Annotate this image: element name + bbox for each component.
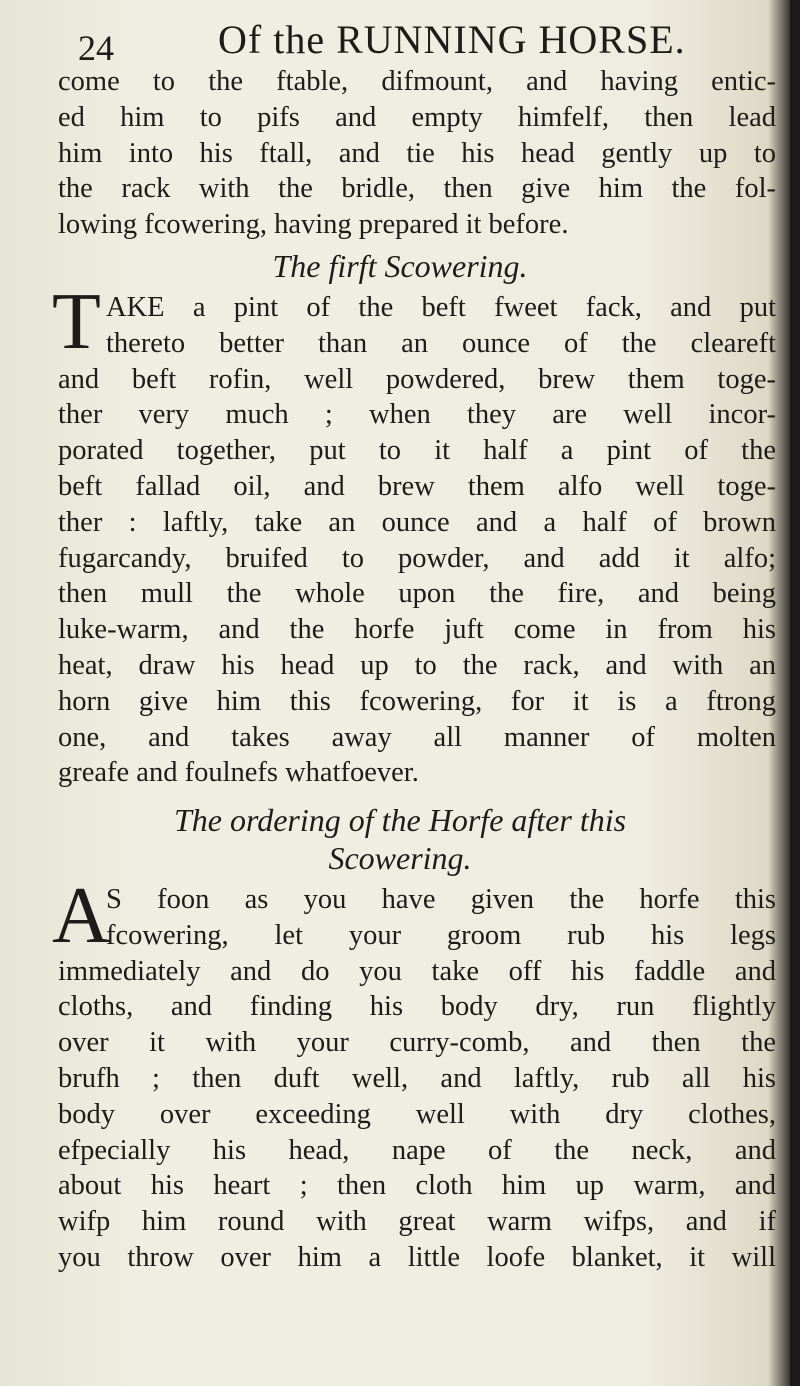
text-line: immediately and do you take off his faddle and [58,955,776,987]
text-line: cloths, and finding his body dry, run flightly [58,991,776,1023]
text-line: greafe and foulnefs whatfoever. [58,757,419,789]
text-line: brufh ; then duft well, and laftly, rub all his [58,1062,776,1094]
text-line: beft fallad oil, and brew them alfo well toge- [58,470,776,502]
text-line: come to the ftable, difmount, and having entic- [58,66,776,97]
text-line: and beft rofin, well powdered, brew them toge- [58,363,776,395]
text-line: him into his ftall, and tie his head gently up to [58,137,776,169]
text-line: lowing fcowering, having prepared it before. [58,209,569,241]
first-scowering-paragraph [58,290,776,791]
text-line: body over exceeding well with dry clothes, [58,1098,776,1130]
text-line: heat, draw his head up to the rack, and with an [58,649,776,681]
text-line: fcowering, let your groom rub his legs [106,919,776,951]
page-edge-shadow [790,0,800,1386]
text-line: ed him to pifs and empty himfelf, then lead [58,101,776,133]
section-heading-ordering-line2: Scowering. [328,840,472,876]
text-line: horn give him this fcowering, for it is a ftrong [58,685,776,717]
text-line: luke-warm, and the horfe juft come in from his [58,614,776,646]
running-head: Of the RUNNING HORSE. [218,17,686,62]
text-line: AKE a pint of the beft fweet fack, and put [106,292,776,323]
text-line: then mull the whole upon the fire, and being [58,578,776,610]
text-line: porated together, put to it half a pint of the [58,435,776,467]
ordering-paragraph [58,882,776,1276]
intro-paragraph [58,64,776,243]
text-line: you throw over him a little loofe blanket, it will [58,1241,776,1273]
drop-cap: A [52,872,110,960]
page-header [48,6,768,68]
text-line: ther very much ; when they are well incor- [58,399,776,431]
page-number: 24 [78,28,114,68]
text-line: wifp him round with great warm wifps, and if [58,1206,776,1238]
section-heading-first-scowering: The firft Scowering. [272,248,528,284]
text-line: S foon as you have given the horfe this [106,884,776,915]
text-line: thereto better than an ounce of the cleareft [106,327,776,359]
text-line: over it with your curry-comb, and then the [58,1027,776,1059]
text-line: one, and takes away all manner of molten [58,721,776,753]
section-heading-ordering-line1: The ordering of the Horfe after this [173,802,627,838]
text-line: fugarcandy, bruifed to powder, and add it alfo; [58,542,776,574]
text-line: the rack with the bridle, then give him the fol- [58,173,776,205]
text-line: efpecially his head, nape of the neck, and [58,1134,776,1166]
text-line: about his heart ; then cloth him up warm, and [58,1170,776,1202]
drop-cap: T [52,278,101,366]
text-line: ther : laftly, take an ounce and a half of brown [58,506,776,538]
